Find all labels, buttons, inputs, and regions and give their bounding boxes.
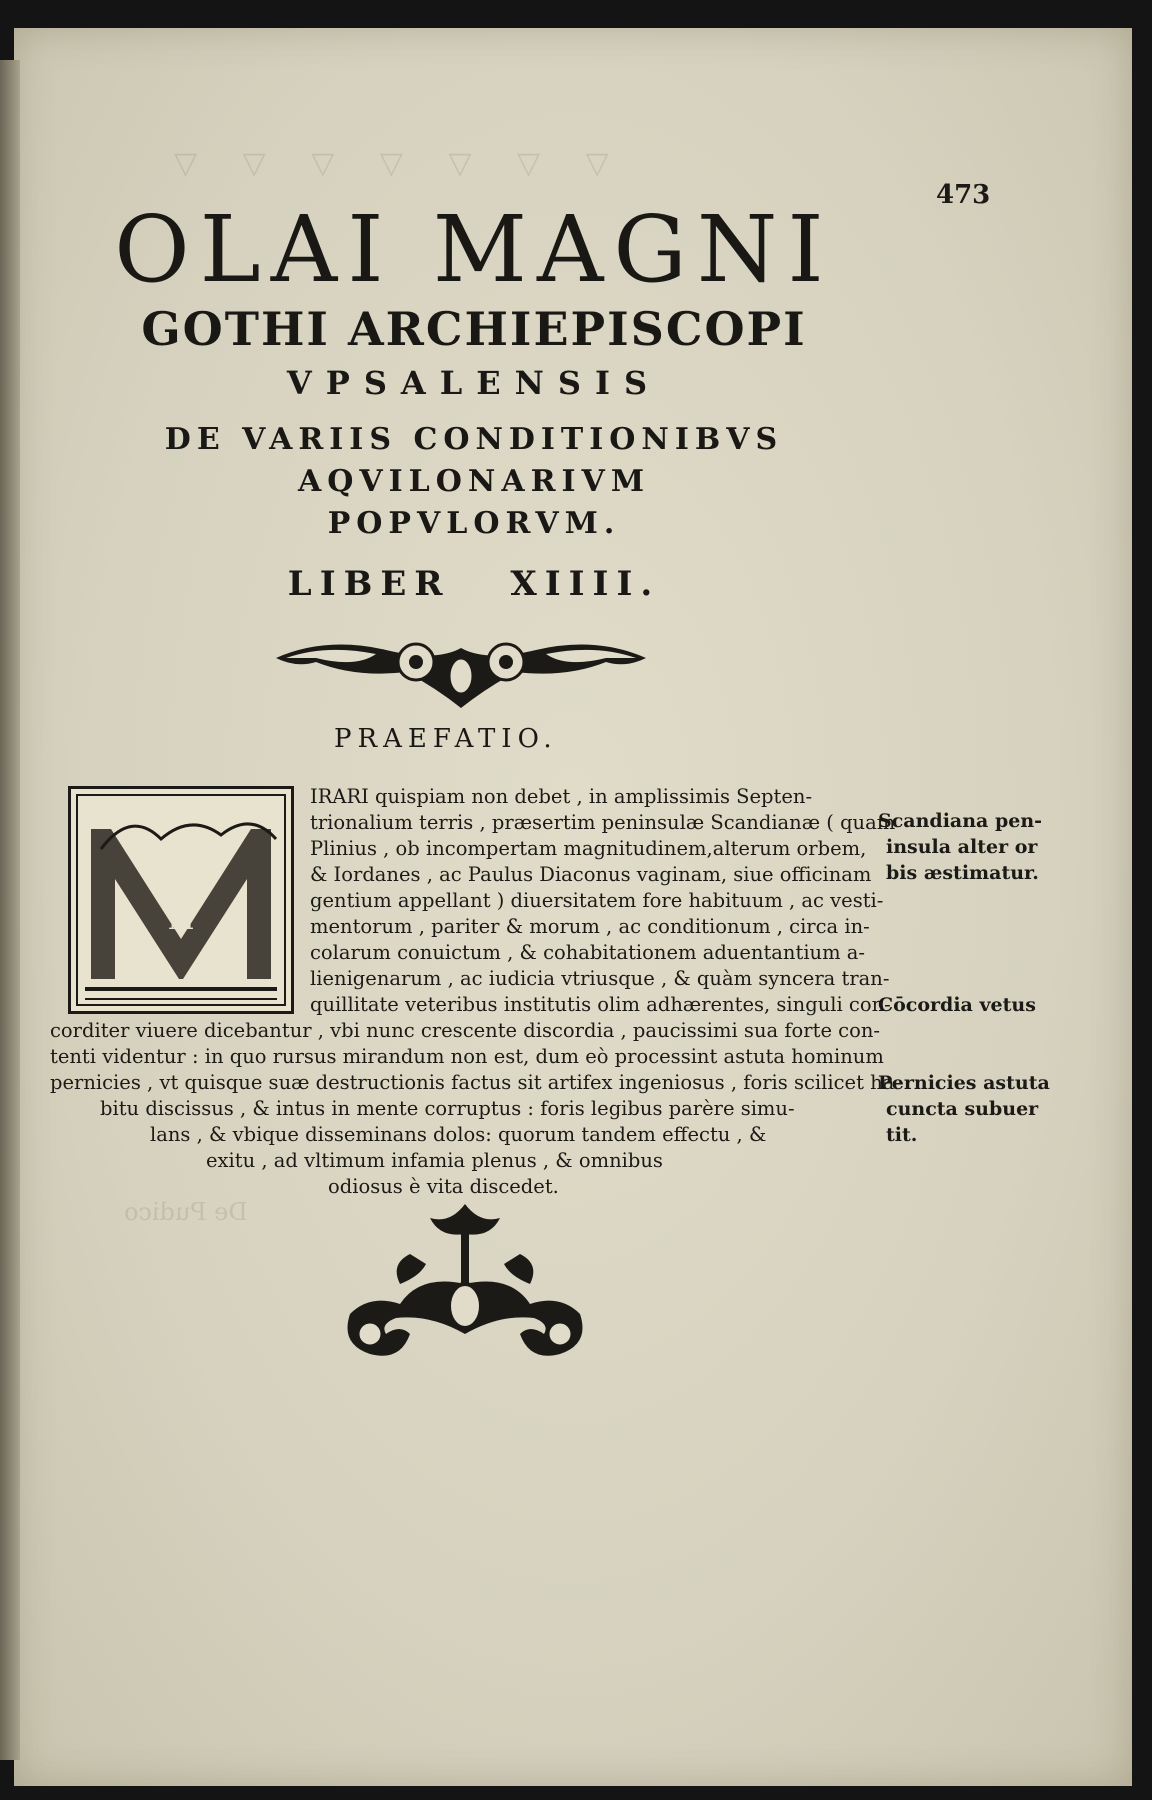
title-line-1: OLAI MAGNI <box>114 196 834 303</box>
marginal-note: insula alter or <box>886 836 1038 858</box>
body-line: quillitate veteribus institutis olim adhærentes, singuli con- <box>310 993 891 1016</box>
headpiece-ornament <box>266 628 656 712</box>
body-line: lans , & vbique disseminans dolos: quorum tandem effectu , & <box>150 1123 767 1146</box>
marginal-note: bis æstimatur. <box>886 862 1039 884</box>
body-line: trionalium terris , præsertim peninsulæ Scandianæ ( quam <box>310 811 896 834</box>
title-line-5: AQVILONARIVM <box>297 464 651 499</box>
body-line: corditer viuere dicebantur , vbi nunc crescente discordia , paucissimi sua forte con- <box>50 1019 880 1042</box>
marginal-note: Pernicies astuta <box>878 1072 1050 1094</box>
tailpiece-ornament <box>330 1194 600 1374</box>
body-line: lienigenarum , ac iudicia vtriusque , & quàm syncera tran- <box>310 967 890 990</box>
body-line: pernicies , vt quisque suæ destructionis factus sit artifex ingeniosus , foris scilicet ha- <box>50 1071 901 1094</box>
book-number: LIBER XIIII. <box>287 564 661 604</box>
title-line-3: VPSALENSIS <box>286 364 662 402</box>
body-line: tenti videntur : in quo rursus mirandum non est, dum eò processint astuta hominum <box>50 1045 884 1068</box>
title-line-4: DE VARIIS CONDITIONIBVS <box>164 422 784 457</box>
page-number: 473 <box>936 180 991 210</box>
woodcut-illustration <box>71 789 291 1011</box>
decorated-initial <box>68 786 294 1014</box>
title-line-2: GOTHI ARCHIEPISCOPI <box>141 302 807 356</box>
body-line: odiosus è vita discedet. <box>328 1175 559 1198</box>
body-line: IRARI quispiam non debet , in amplissimis Septen- <box>310 785 813 808</box>
body-line: exitu , ad vltimum infamia plenus , & omnibus <box>206 1149 663 1172</box>
marginal-note: Cōcordia vetus <box>878 994 1036 1016</box>
book-page <box>14 28 1132 1786</box>
title-line-6: POPVLORVM. <box>327 506 621 541</box>
initial-letter: M <box>167 906 195 936</box>
marginal-note: Scandiana pen- <box>878 810 1043 832</box>
marginal-note: cuncta subuer <box>886 1098 1039 1120</box>
body-line: bitu discissus , & intus in mente corruptus : foris legibus parère simu- <box>100 1097 795 1120</box>
preface-heading: PRAEFATIO. <box>334 724 558 754</box>
bleed-through-text: ▽ ▽ ▽ ▽ ▽ ▽ ▽ <box>174 146 627 181</box>
body-line: colarum conuictum , & cohabitationem aduentantium a- <box>310 941 866 964</box>
bleed-through-text: De Pudico <box>124 1198 248 1226</box>
body-line: mentorum , pariter & morum , ac conditionum , circa in- <box>310 915 870 938</box>
body-line: gentium appellant ) diuersitatem fore habituum , ac vesti- <box>310 889 884 912</box>
adjacent-page-edge <box>0 60 20 1760</box>
body-line: Plinius , ob incompertam magnitudinem,alterum orbem, <box>310 837 867 860</box>
marginal-note: tit. <box>886 1124 918 1146</box>
body-line: & Iordanes , ac Paulus Diaconus vaginam, siue officinam <box>310 863 872 886</box>
